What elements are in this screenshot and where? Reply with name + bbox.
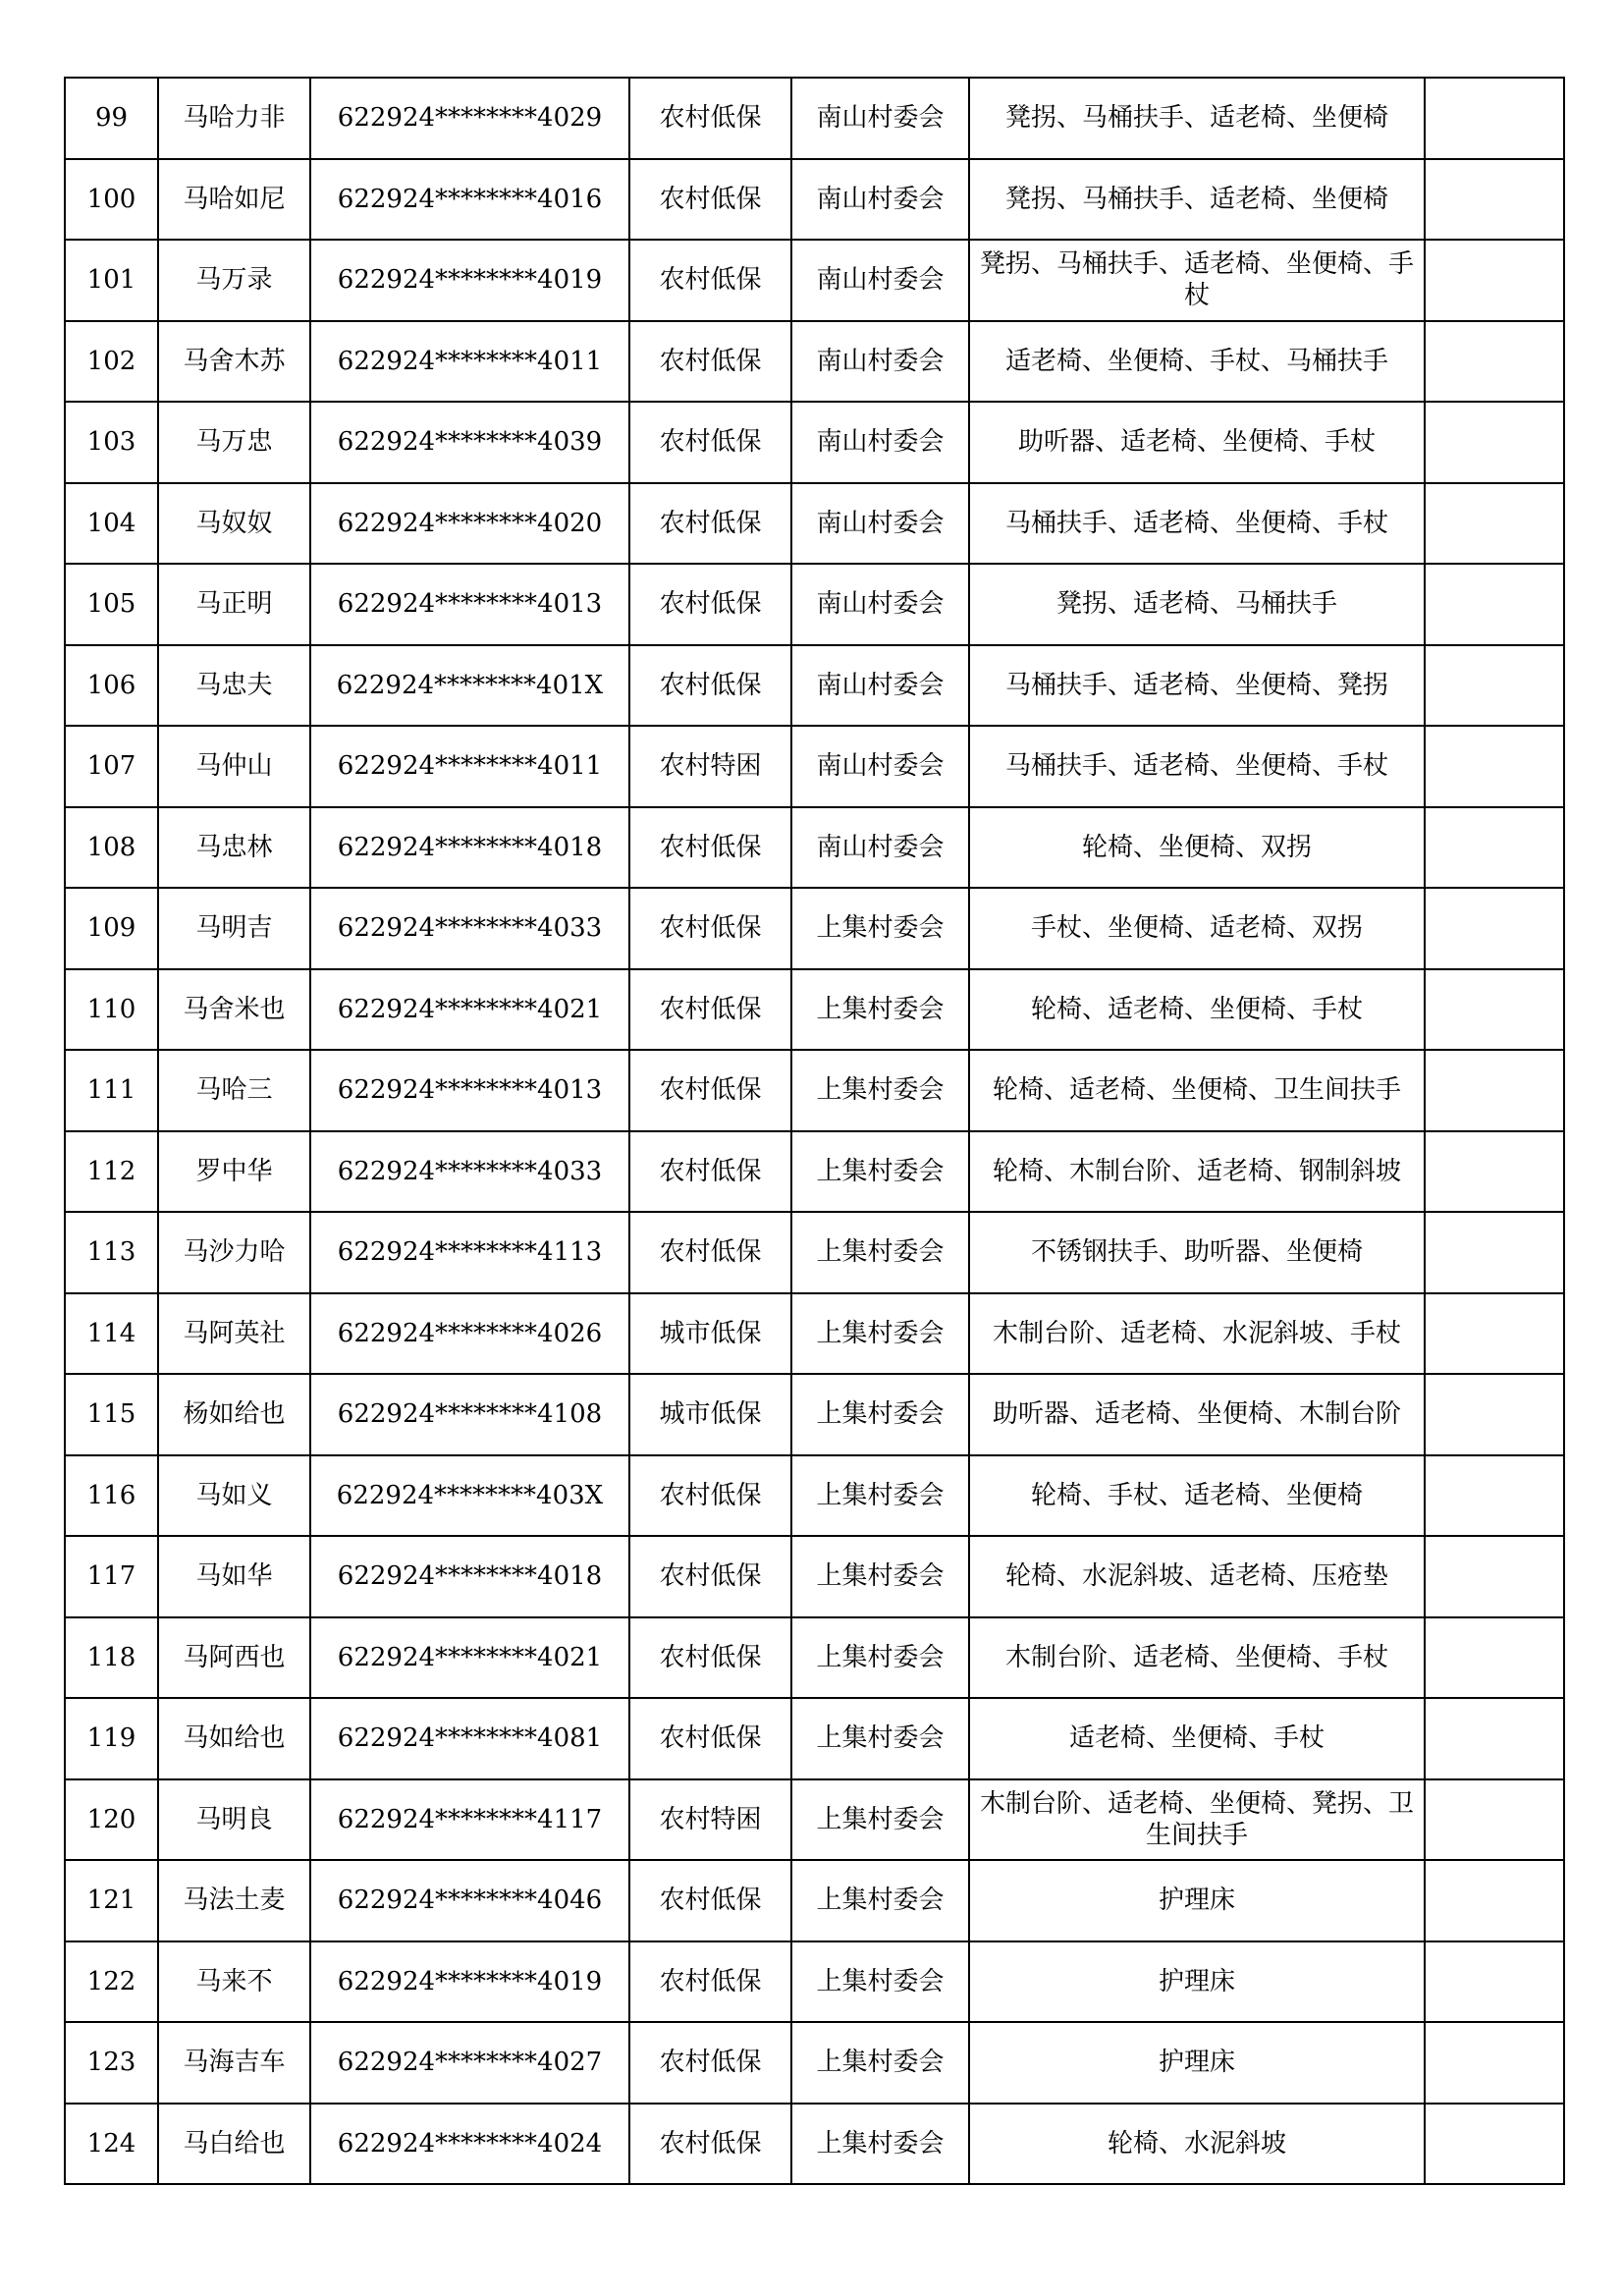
table-row xyxy=(65,1860,1564,1941)
name-cell: 马法土麦 xyxy=(158,1860,310,1941)
assistance-type-cell: 农村低保 xyxy=(629,1212,791,1293)
equipment-items-cell: 马桶扶手、适老椅、坐便椅、手杖 xyxy=(969,483,1425,565)
name-cell: 马如义 xyxy=(158,1455,310,1537)
assistance-type-cell: 农村低保 xyxy=(629,321,791,403)
equipment-items-cell: 凳拐、马桶扶手、适老椅、坐便椅 xyxy=(969,78,1425,159)
note-cell xyxy=(1425,1860,1564,1941)
row-number-cell: 114 xyxy=(65,1293,158,1375)
assistance-type-cell: 农村低保 xyxy=(629,1617,791,1699)
name-cell: 马明良 xyxy=(158,1779,310,1861)
table-row xyxy=(65,402,1564,483)
village-committee-cell: 南山村委会 xyxy=(791,321,969,403)
name-cell: 马白给也 xyxy=(158,2104,310,2185)
id-number-cell: 622924********4019 xyxy=(310,240,629,321)
note-cell xyxy=(1425,1293,1564,1375)
note-cell xyxy=(1425,1617,1564,1699)
name-cell: 马舍米也 xyxy=(158,969,310,1051)
name-cell: 马阿西也 xyxy=(158,1617,310,1699)
village-committee-cell: 南山村委会 xyxy=(791,483,969,565)
table-row xyxy=(65,807,1564,889)
assistance-type-cell: 农村低保 xyxy=(629,1455,791,1537)
note-cell xyxy=(1425,1779,1564,1861)
note-cell xyxy=(1425,726,1564,807)
equipment-items-cell: 木制台阶、适老椅、坐便椅、凳拐、卫生间扶手 xyxy=(969,1779,1425,1861)
equipment-items-cell: 适老椅、坐便椅、手杖 xyxy=(969,1698,1425,1779)
id-number-cell: 622924********4039 xyxy=(310,402,629,483)
note-cell xyxy=(1425,645,1564,727)
village-committee-cell: 上集村委会 xyxy=(791,1617,969,1699)
village-committee-cell: 上集村委会 xyxy=(791,1698,969,1779)
name-cell: 马忠林 xyxy=(158,807,310,889)
row-number-cell: 109 xyxy=(65,888,158,969)
equipment-items-cell: 马桶扶手、适老椅、坐便椅、凳拐 xyxy=(969,645,1425,727)
id-number-cell: 622924********4013 xyxy=(310,564,629,645)
village-committee-cell: 南山村委会 xyxy=(791,807,969,889)
table-row xyxy=(65,1050,1564,1131)
table-row xyxy=(65,1212,1564,1293)
table-row xyxy=(65,1698,1564,1779)
assistance-type-cell: 农村低保 xyxy=(629,2104,791,2185)
equipment-items-cell: 凳拐、适老椅、马桶扶手 xyxy=(969,564,1425,645)
assistance-type-cell: 农村低保 xyxy=(629,1698,791,1779)
village-committee-cell: 南山村委会 xyxy=(791,564,969,645)
assistance-type-cell: 农村低保 xyxy=(629,888,791,969)
recipient-table xyxy=(64,77,1565,2185)
row-number-cell: 106 xyxy=(65,645,158,727)
id-number-cell: 622924********4024 xyxy=(310,2104,629,2185)
assistance-type-cell: 农村特困 xyxy=(629,726,791,807)
name-cell: 马万忠 xyxy=(158,402,310,483)
id-number-cell: 622924********4033 xyxy=(310,888,629,969)
id-number-cell: 622924********4027 xyxy=(310,2022,629,2104)
village-committee-cell: 南山村委会 xyxy=(791,78,969,159)
row-number-cell: 102 xyxy=(65,321,158,403)
row-number-cell: 103 xyxy=(65,402,158,483)
assistance-type-cell: 农村低保 xyxy=(629,807,791,889)
assistance-type-cell: 农村低保 xyxy=(629,1050,791,1131)
name-cell: 马哈三 xyxy=(158,1050,310,1131)
assistance-type-cell: 农村低保 xyxy=(629,402,791,483)
equipment-items-cell: 轮椅、木制台阶、适老椅、钢制斜坡 xyxy=(969,1131,1425,1213)
note-cell xyxy=(1425,321,1564,403)
village-committee-cell: 南山村委会 xyxy=(791,402,969,483)
id-number-cell: 622924********4021 xyxy=(310,1617,629,1699)
id-number-cell: 622924********401X xyxy=(310,645,629,727)
assistance-type-cell: 农村低保 xyxy=(629,1536,791,1617)
table-row xyxy=(65,726,1564,807)
village-committee-cell: 上集村委会 xyxy=(791,2104,969,2185)
equipment-items-cell: 木制台阶、适老椅、水泥斜坡、手杖 xyxy=(969,1293,1425,1375)
id-number-cell: 622924********4029 xyxy=(310,78,629,159)
note-cell xyxy=(1425,240,1564,321)
village-committee-cell: 上集村委会 xyxy=(791,1374,969,1455)
note-cell xyxy=(1425,1212,1564,1293)
table-row xyxy=(65,2022,1564,2104)
id-number-cell: 622924********4026 xyxy=(310,1293,629,1375)
assistance-type-cell: 农村低保 xyxy=(629,159,791,241)
table-row xyxy=(65,1455,1564,1537)
id-number-cell: 622924********4033 xyxy=(310,1131,629,1213)
id-number-cell: 622924********4018 xyxy=(310,807,629,889)
village-committee-cell: 南山村委会 xyxy=(791,645,969,727)
equipment-items-cell: 轮椅、水泥斜坡 xyxy=(969,2104,1425,2185)
table-row xyxy=(65,1941,1564,2023)
table-row xyxy=(65,1293,1564,1375)
village-committee-cell: 南山村委会 xyxy=(791,726,969,807)
note-cell xyxy=(1425,1698,1564,1779)
assistance-type-cell: 农村低保 xyxy=(629,240,791,321)
name-cell: 马仲山 xyxy=(158,726,310,807)
assistance-type-cell: 农村低保 xyxy=(629,1131,791,1213)
assistance-type-cell: 农村低保 xyxy=(629,1860,791,1941)
id-number-cell: 622924********4113 xyxy=(310,1212,629,1293)
equipment-items-cell: 助听器、适老椅、坐便椅、手杖 xyxy=(969,402,1425,483)
assistance-type-cell: 城市低保 xyxy=(629,1374,791,1455)
name-cell: 马沙力哈 xyxy=(158,1212,310,1293)
table-row xyxy=(65,888,1564,969)
note-cell xyxy=(1425,483,1564,565)
name-cell: 马海吉车 xyxy=(158,2022,310,2104)
id-number-cell: 622924********4011 xyxy=(310,726,629,807)
table-row xyxy=(65,159,1564,241)
assistance-type-cell: 农村低保 xyxy=(629,1941,791,2023)
row-number-cell: 107 xyxy=(65,726,158,807)
note-cell xyxy=(1425,159,1564,241)
note-cell xyxy=(1425,888,1564,969)
name-cell: 马舍木苏 xyxy=(158,321,310,403)
village-committee-cell: 上集村委会 xyxy=(791,2022,969,2104)
row-number-cell: 112 xyxy=(65,1131,158,1213)
note-cell xyxy=(1425,1374,1564,1455)
id-number-cell: 622924********4020 xyxy=(310,483,629,565)
id-number-cell: 622924********4018 xyxy=(310,1536,629,1617)
note-cell xyxy=(1425,2022,1564,2104)
equipment-items-cell: 木制台阶、适老椅、坐便椅、手杖 xyxy=(969,1617,1425,1699)
name-cell: 马如给也 xyxy=(158,1698,310,1779)
row-number-cell: 117 xyxy=(65,1536,158,1617)
table-row xyxy=(65,78,1564,159)
id-number-cell: 622924********4016 xyxy=(310,159,629,241)
id-number-cell: 622924********4011 xyxy=(310,321,629,403)
row-number-cell: 115 xyxy=(65,1374,158,1455)
note-cell xyxy=(1425,564,1564,645)
village-committee-cell: 上集村委会 xyxy=(791,1050,969,1131)
name-cell: 马忠夫 xyxy=(158,645,310,727)
village-committee-cell: 上集村委会 xyxy=(791,1293,969,1375)
note-cell xyxy=(1425,1941,1564,2023)
id-number-cell: 622924********4117 xyxy=(310,1779,629,1861)
row-number-cell: 124 xyxy=(65,2104,158,2185)
table-row xyxy=(65,1131,1564,1213)
village-committee-cell: 南山村委会 xyxy=(791,159,969,241)
assistance-type-cell: 农村低保 xyxy=(629,645,791,727)
equipment-items-cell: 护理床 xyxy=(969,1860,1425,1941)
row-number-cell: 99 xyxy=(65,78,158,159)
table-row xyxy=(65,2104,1564,2185)
row-number-cell: 123 xyxy=(65,2022,158,2104)
assistance-type-cell: 农村特困 xyxy=(629,1779,791,1861)
equipment-items-cell: 轮椅、坐便椅、双拐 xyxy=(969,807,1425,889)
equipment-items-cell: 轮椅、适老椅、坐便椅、手杖 xyxy=(969,969,1425,1051)
equipment-items-cell: 马桶扶手、适老椅、坐便椅、手杖 xyxy=(969,726,1425,807)
equipment-items-cell: 手杖、坐便椅、适老椅、双拐 xyxy=(969,888,1425,969)
table-body xyxy=(65,78,1564,2184)
village-committee-cell: 上集村委会 xyxy=(791,1536,969,1617)
equipment-items-cell: 护理床 xyxy=(969,1941,1425,2023)
assistance-type-cell: 农村低保 xyxy=(629,969,791,1051)
table-row xyxy=(65,969,1564,1051)
village-committee-cell: 上集村委会 xyxy=(791,1860,969,1941)
name-cell: 杨如给也 xyxy=(158,1374,310,1455)
village-committee-cell: 上集村委会 xyxy=(791,1779,969,1861)
row-number-cell: 120 xyxy=(65,1779,158,1861)
village-committee-cell: 上集村委会 xyxy=(791,1212,969,1293)
row-number-cell: 104 xyxy=(65,483,158,565)
assistance-type-cell: 农村低保 xyxy=(629,483,791,565)
name-cell: 马奴奴 xyxy=(158,483,310,565)
name-cell: 马正明 xyxy=(158,564,310,645)
row-number-cell: 121 xyxy=(65,1860,158,1941)
note-cell xyxy=(1425,402,1564,483)
note-cell xyxy=(1425,2104,1564,2185)
name-cell: 罗中华 xyxy=(158,1131,310,1213)
assistance-type-cell: 城市低保 xyxy=(629,1293,791,1375)
row-number-cell: 110 xyxy=(65,969,158,1051)
row-number-cell: 116 xyxy=(65,1455,158,1537)
table-row xyxy=(65,321,1564,403)
note-cell xyxy=(1425,1131,1564,1213)
id-number-cell: 622924********4046 xyxy=(310,1860,629,1941)
row-number-cell: 100 xyxy=(65,159,158,241)
note-cell xyxy=(1425,807,1564,889)
equipment-items-cell: 凳拐、马桶扶手、适老椅、坐便椅 xyxy=(969,159,1425,241)
note-cell xyxy=(1425,78,1564,159)
village-committee-cell: 上集村委会 xyxy=(791,1941,969,2023)
note-cell xyxy=(1425,1050,1564,1131)
id-number-cell: 622924********403X xyxy=(310,1455,629,1537)
table-row xyxy=(65,1536,1564,1617)
row-number-cell: 108 xyxy=(65,807,158,889)
note-cell xyxy=(1425,1536,1564,1617)
village-committee-cell: 上集村委会 xyxy=(791,1131,969,1213)
name-cell: 马来不 xyxy=(158,1941,310,2023)
table-row xyxy=(65,645,1564,727)
assistance-type-cell: 农村低保 xyxy=(629,78,791,159)
note-cell xyxy=(1425,969,1564,1051)
id-number-cell: 622924********4021 xyxy=(310,969,629,1051)
table-row xyxy=(65,564,1564,645)
equipment-items-cell: 轮椅、手杖、适老椅、坐便椅 xyxy=(969,1455,1425,1537)
equipment-items-cell: 适老椅、坐便椅、手杖、马桶扶手 xyxy=(969,321,1425,403)
row-number-cell: 113 xyxy=(65,1212,158,1293)
name-cell: 马哈力非 xyxy=(158,78,310,159)
name-cell: 马明吉 xyxy=(158,888,310,969)
equipment-items-cell: 护理床 xyxy=(969,2022,1425,2104)
id-number-cell: 622924********4019 xyxy=(310,1941,629,2023)
row-number-cell: 111 xyxy=(65,1050,158,1131)
village-committee-cell: 上集村委会 xyxy=(791,1455,969,1537)
row-number-cell: 101 xyxy=(65,240,158,321)
table-row xyxy=(65,1779,1564,1861)
equipment-items-cell: 助听器、适老椅、坐便椅、木制台阶 xyxy=(969,1374,1425,1455)
name-cell: 马哈如尼 xyxy=(158,159,310,241)
id-number-cell: 622924********4081 xyxy=(310,1698,629,1779)
note-cell xyxy=(1425,1455,1564,1537)
row-number-cell: 122 xyxy=(65,1941,158,2023)
assistance-type-cell: 农村低保 xyxy=(629,564,791,645)
equipment-items-cell: 轮椅、水泥斜坡、适老椅、压疮垫 xyxy=(969,1536,1425,1617)
equipment-items-cell: 轮椅、适老椅、坐便椅、卫生间扶手 xyxy=(969,1050,1425,1131)
id-number-cell: 622924********4013 xyxy=(310,1050,629,1131)
row-number-cell: 118 xyxy=(65,1617,158,1699)
table-row xyxy=(65,483,1564,565)
name-cell: 马万录 xyxy=(158,240,310,321)
village-committee-cell: 上集村委会 xyxy=(791,888,969,969)
equipment-items-cell: 凳拐、马桶扶手、适老椅、坐便椅、手杖 xyxy=(969,240,1425,321)
row-number-cell: 119 xyxy=(65,1698,158,1779)
table-row xyxy=(65,240,1564,321)
row-number-cell: 105 xyxy=(65,564,158,645)
table-row xyxy=(65,1617,1564,1699)
equipment-items-cell: 不锈钢扶手、助听器、坐便椅 xyxy=(969,1212,1425,1293)
village-committee-cell: 南山村委会 xyxy=(791,240,969,321)
village-committee-cell: 上集村委会 xyxy=(791,969,969,1051)
table-row xyxy=(65,1374,1564,1455)
assistance-type-cell: 农村低保 xyxy=(629,2022,791,2104)
name-cell: 马如华 xyxy=(158,1536,310,1617)
id-number-cell: 622924********4108 xyxy=(310,1374,629,1455)
name-cell: 马阿英社 xyxy=(158,1293,310,1375)
